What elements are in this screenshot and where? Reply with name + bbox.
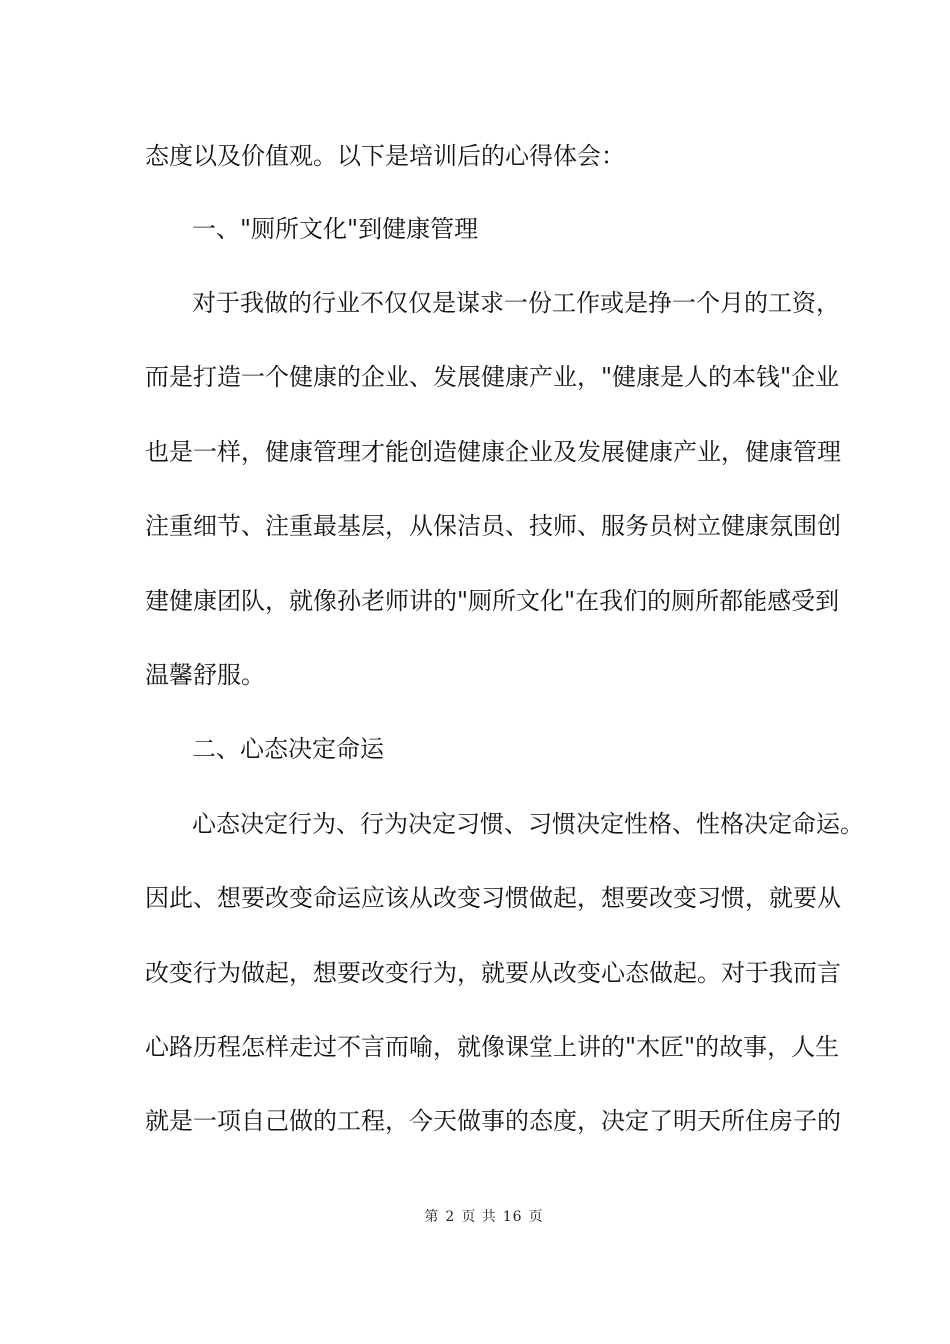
body-text-line: 心路历程怎样走过不言而喻，就像课堂上讲的"木匠"的故事，人生 <box>145 1033 840 1061</box>
current-page-number: 2 <box>445 1209 456 1225</box>
footer-suffix: 页 <box>528 1209 544 1225</box>
body-text-line: 因此、想要改变命运应该从改变习惯做起，想要改变习惯，就要从 <box>145 884 841 912</box>
body-text-line: 就是一项自己做的工程，今天做事的态度，决定了明天所住房子的 <box>145 1107 841 1135</box>
body-text-line: 对于我做的行业不仅仅是谋求一份工作或是挣一个月的工资， <box>192 289 840 317</box>
body-text-line: 态度以及价值观。以下是培训后的心得体会： <box>145 142 625 170</box>
body-text-line: 心态决定行为、行为决定习惯、习惯决定性格、性格决定命运。 <box>192 810 864 838</box>
footer-prefix: 第 <box>424 1209 440 1225</box>
body-text-line: 建健康团队，就像孙老师讲的"厕所文化"在我们的厕所都能感受到 <box>145 587 840 615</box>
body-text-line: 也是一样，健康管理才能创造健康企业及发展健康产业，健康管理 <box>145 438 841 466</box>
body-text-line: 注重细节、注重最基层，从保洁员、技师、服务员树立健康氛围创 <box>145 512 841 540</box>
page-footer <box>0 1208 950 1226</box>
body-text-line: 改变行为做起，想要改变行为，就要从改变心态做起。对于我而言 <box>145 959 841 987</box>
total-pages-number: 16 <box>502 1209 523 1225</box>
section-heading: 一、"厕所文化"到健康管理 <box>192 215 479 243</box>
footer-middle: 页 共 <box>461 1209 497 1225</box>
body-text-line: 而是打造一个健康的企业、发展健康产业，"健康是人的本钱"企业 <box>145 363 840 391</box>
body-text-line: 温馨舒服。 <box>145 661 265 689</box>
section-heading: 二、心态决定命运 <box>192 735 384 763</box>
